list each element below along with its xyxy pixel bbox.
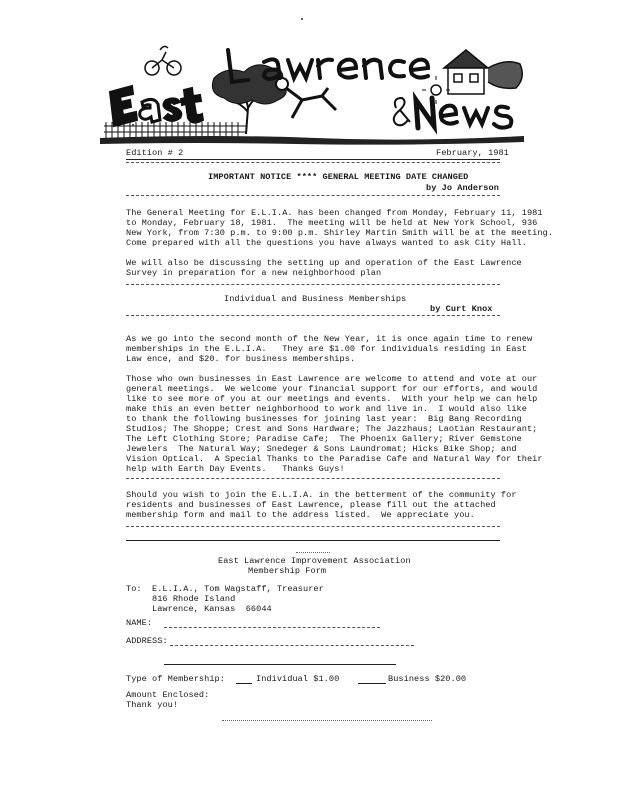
divider <box>126 526 500 527</box>
thanks-text: Thank you! <box>126 700 179 710</box>
business-checkbox[interactable] <box>358 683 386 684</box>
join-line: Should you wish to join the E.L.I.A. in the betterment of the community for <box>126 490 517 500</box>
notice-line: Come prepared with all the questions you have always wanted to ask City Hall. <box>126 238 527 248</box>
notice-line: We will also be discussing the setting up and operation of the East Lawrence <box>126 258 522 268</box>
membership-line: The Left Clothing Store; Paradise Cafe; The Phoenix Gallery; River Gemstone <box>126 434 522 444</box>
edition-date: February, 1981 <box>436 148 509 158</box>
divider <box>126 195 500 196</box>
sun-drawing <box>422 76 450 104</box>
address-label: ADDRESS: <box>126 636 168 646</box>
divider <box>126 159 500 160</box>
membership-line: Those who own businesses in East Lawrence are welcome to attend and vote at our <box>126 374 538 384</box>
notice-line: The General Meeting for E.L.I.A. has been changed from Monday, February 11, 1981 <box>126 208 543 218</box>
membership-line: make this an even better neighborhood to work and live in. I would also like <box>126 404 527 414</box>
cut-line <box>126 540 500 541</box>
membership-byline: by Curt Knox <box>430 304 493 314</box>
membership-line: memberships in the E.L.I.A. They are $1.00 for individuals residing in East <box>126 344 527 354</box>
address-field[interactable] <box>170 645 414 646</box>
form-subtitle: Membership Form <box>248 566 327 576</box>
membership-title: Individual and Business Memberships <box>224 294 407 304</box>
membership-line: Vision Optical. A Special Thanks to the Paradise Cafe and Natural Way for their <box>126 454 543 464</box>
notice-title: IMPORTANT NOTICE **** GENERAL MEETING DATE CHANGED <box>208 172 469 182</box>
edition-number: Edition # 2 <box>126 148 184 158</box>
name-field[interactable] <box>164 627 380 628</box>
individual-option: Individual $1.00 <box>256 674 340 684</box>
to-label: To: <box>126 584 142 594</box>
address-field-line-2[interactable] <box>164 664 396 665</box>
business-option: Business $20.00 <box>388 674 467 684</box>
masthead-illustration <box>96 38 528 148</box>
divider <box>126 284 500 285</box>
membership-line: help with Earth Day Events. Thanks Guys! <box>126 464 345 474</box>
ampersand-drawing <box>394 98 410 125</box>
to-address-line: 816 Rhode Island <box>152 594 236 604</box>
notice-line: Survey in preparation for a new neighborhood plan <box>126 268 382 278</box>
notice-byline: by Jo Anderson <box>426 183 499 193</box>
membership-line: general meetings. We welcome your financial support for our efforts, and would <box>126 384 538 394</box>
divider <box>126 478 500 479</box>
bicycle-drawing <box>145 46 181 75</box>
individual-checkbox[interactable] <box>236 683 252 684</box>
fence-drawing <box>104 122 246 138</box>
form-title: East Lawrence Improvement Association <box>218 556 411 566</box>
membership-line: As we go into the second month of the New Year, it is once again time to renew <box>126 334 533 344</box>
scan-speck <box>132 124 134 126</box>
divider <box>126 315 500 316</box>
join-line: residents and businesses of East Lawrence, please fill out the attached <box>126 500 496 510</box>
grass-drawing <box>100 136 524 145</box>
news-lettering <box>416 98 511 128</box>
east-lettering <box>110 86 203 126</box>
join-line: membership form and mail to the address listed. We appreciate you. <box>126 510 475 520</box>
membership-line: Jewelers The Natural Way; Snedeger & Sons Laundromat; Hicks Bike Shop; and <box>126 444 517 454</box>
divider <box>222 720 432 721</box>
membership-line: like to see more of you at our meetings and events. With your help we can help <box>126 394 538 404</box>
notice-line: New York, from 7:30 p.m. to 9:00 p.m. Shirley Martin Smith will be at the meeting. <box>126 228 553 238</box>
membership-line: to thank the following businesses for joining last year: Big Bang Recording <box>126 414 522 424</box>
to-address-line: E.L.I.A., Tom Wagstaff, Treasurer <box>152 584 324 594</box>
to-address-line: Lawrence, Kansas 66044 <box>152 604 272 614</box>
membership-type-label: Type of Membership: <box>126 674 225 684</box>
divider <box>296 552 330 553</box>
notice-line: to Monday, February 18, 1981. The meeting will be held at New York School, 936 <box>126 218 538 228</box>
name-label: NAME: <box>126 618 153 628</box>
house-drawing <box>444 50 522 94</box>
membership-line: Law ence, and $20. for business memberships. <box>126 354 356 364</box>
membership-line: Studios; The Shoppe; Crest and Sons Hardware; The Jazzhaus; Laotian Restaurant; <box>126 424 538 434</box>
divider <box>126 162 500 163</box>
scan-speck <box>301 18 303 20</box>
amount-label: Amount Enclosed: <box>126 690 210 700</box>
